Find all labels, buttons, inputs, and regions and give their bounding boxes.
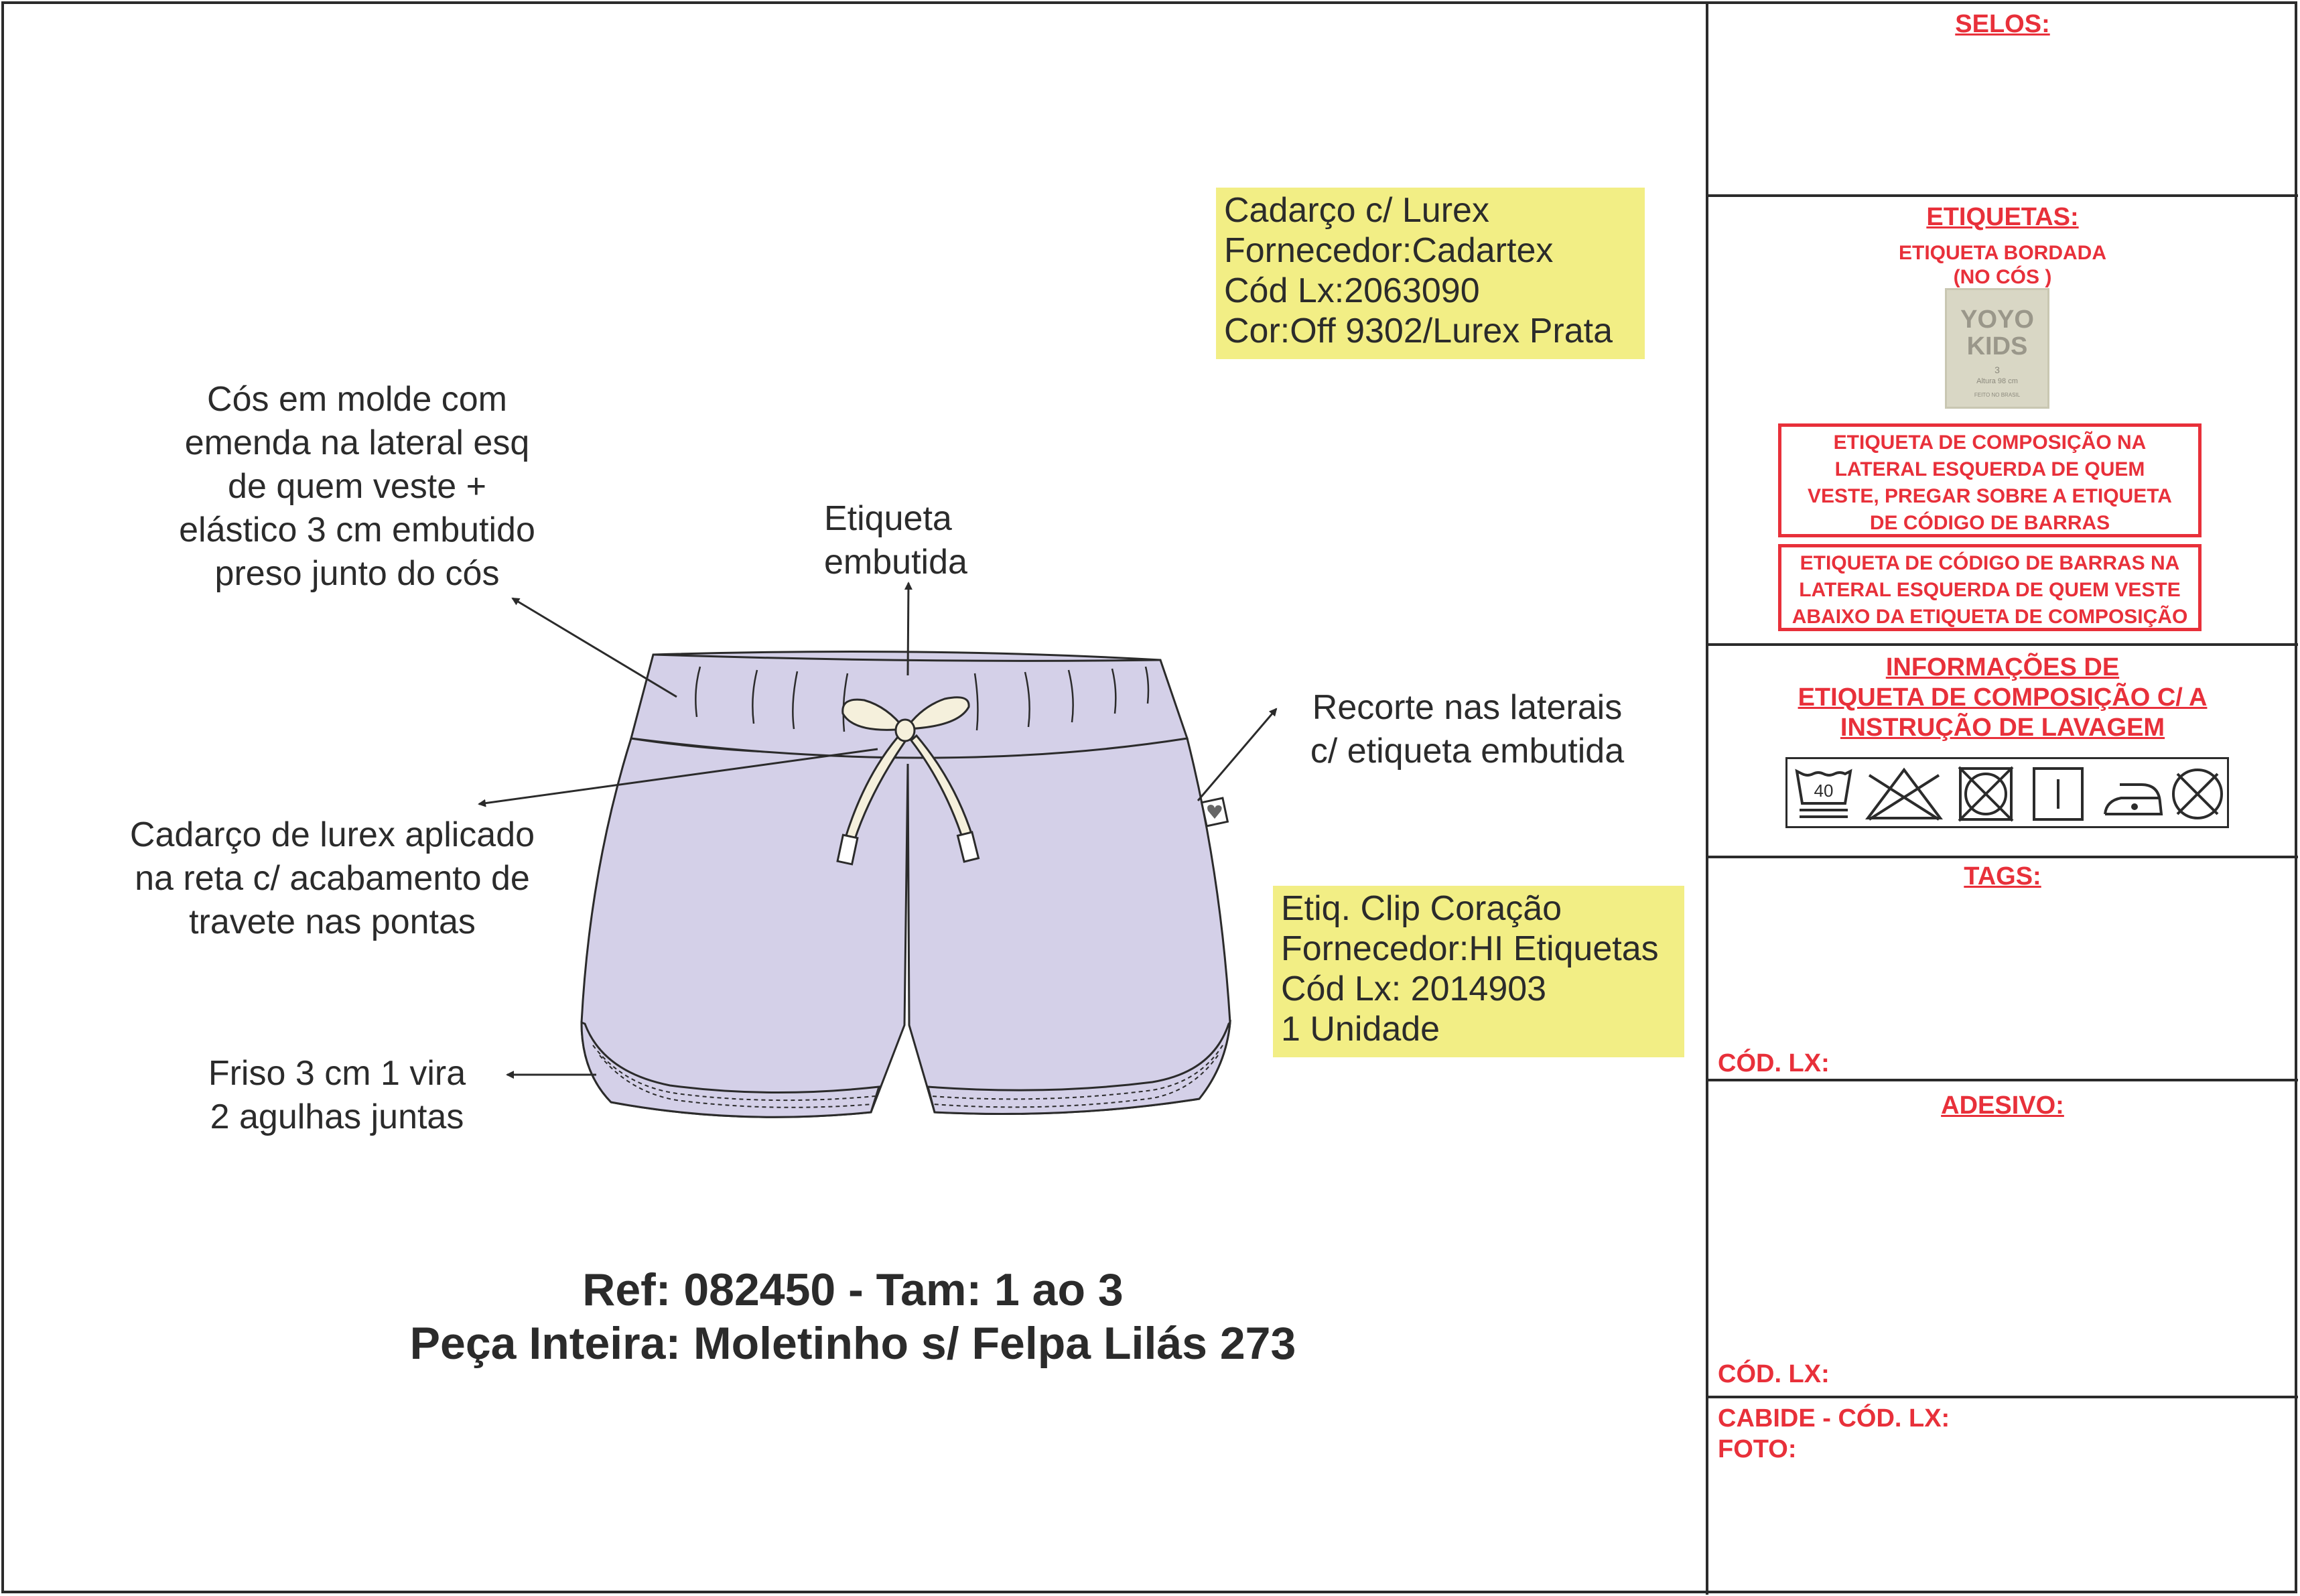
divider-etiquetas (1707, 643, 2298, 646)
cadarco-note-line: Cadarço de lurex aplicado (129, 815, 535, 854)
yoyo-kids-label-image (1945, 288, 2049, 409)
barras-line: LATERAL ESQUERDA DE QUEM VESTE (1799, 579, 2181, 601)
friso-note (180, 1052, 494, 1139)
heart-clip-tag (1202, 798, 1228, 826)
waistband (631, 652, 1187, 758)
composicao-line: DE CÓDIGO DE BARRAS (1869, 512, 2110, 534)
recorte-note-line: c/ etiqueta embutida (1310, 732, 1625, 771)
etiqueta-note-line: embutida (824, 543, 967, 582)
selos-title: SELOS: (1955, 10, 2050, 38)
cadarco-info-box (1216, 188, 1645, 359)
etiqueta-bordada-text (1708, 241, 2297, 289)
wash-temp-text: 40 (1814, 781, 1834, 801)
cos-note-line: emenda na lateral esq (184, 423, 530, 462)
cadarco-info-line: Cadarço c/ Lurex (1224, 191, 1489, 230)
no-cos-label: (NO CÓS ) (1953, 266, 2052, 288)
no-bleach-icon (1863, 764, 1946, 822)
label-height: Altura 98 cm (1976, 377, 2018, 385)
label-brand-line1: YOYO (1960, 306, 2034, 334)
composicao-line: ETIQUETA DE COMPOSIÇÃO NA (1833, 431, 2147, 454)
cos-note-line: preso junto do cós (214, 554, 500, 593)
no-tumble-dry-icon (1955, 764, 2017, 822)
cadarco-info-line: Fornecedor:Cadartex (1224, 231, 1554, 270)
cos-note-line: Cós em molde com (207, 380, 507, 419)
cadarco-info-line: Cód Lx:2063090 (1224, 271, 1480, 310)
no-dry-clean-icon (2167, 764, 2228, 822)
barras-instruction-box (1778, 544, 2202, 631)
cos-note-line: elástico 3 cm embutido (179, 511, 535, 549)
wash-40-icon (1793, 764, 1854, 822)
clip-info-line: Cód Lx: 2014903 (1281, 970, 1547, 1008)
adesivo-title: ADESIVO: (1941, 1091, 2064, 1120)
tags-cod-lx: CÓD. LX: (1718, 1049, 1830, 1077)
reference-line-1: Ref: 082450 - Tam: 1 ao 3 (582, 1264, 1124, 1315)
sidebar-divider (1706, 1, 1708, 1595)
etiquetas-title: ETIQUETAS: (1926, 203, 2079, 231)
cadarco-note-line: na reta c/ acabamento de (135, 859, 530, 898)
divider-selos (1707, 194, 2298, 197)
barras-line: ABAIXO DA ETIQUETA DE COMPOSIÇÃO (1791, 606, 2188, 628)
adesivo-cod-lx: CÓD. LX: (1718, 1360, 1830, 1388)
cabide-label: CABIDE - CÓD. LX: (1718, 1404, 1950, 1433)
recorte-note (1276, 686, 1658, 773)
composicao-instruction-box (1778, 423, 2202, 537)
care-symbols-box (1785, 757, 2229, 828)
tags-title: TAGS: (1964, 862, 2041, 890)
informacoes-line: ETIQUETA DE COMPOSIÇÃO C/ A (1798, 683, 2208, 712)
divider-informacoes (1707, 856, 2298, 858)
recorte-note-line: Recorte nas laterais (1312, 688, 1623, 727)
clip-info-line: 1 Unidade (1281, 1010, 1440, 1049)
informacoes-line: INSTRUÇÃO DE LAVAGEM (1840, 714, 2165, 742)
divider-adesivo (1707, 1396, 2298, 1398)
divider-tags (1707, 1079, 2298, 1081)
cabide-section (1718, 1403, 1950, 1465)
informacoes-line: INFORMAÇÕES DE (1885, 653, 2120, 681)
clip-info-box (1273, 886, 1684, 1057)
foto-label: FOTO: (1718, 1435, 1797, 1463)
etiqueta-embutida-note (824, 497, 1025, 584)
cos-note (139, 378, 575, 596)
informacoes-title (1708, 653, 2297, 743)
barras-line: ETIQUETA DE CÓDIGO DE BARRAS NA (1800, 552, 2180, 574)
cadarco-note-line: travete nas pontas (189, 903, 476, 941)
composicao-line: LATERAL ESQUERDA DE QUEM (1834, 458, 2145, 480)
label-size: 3 (1994, 364, 2000, 375)
friso-note-line: Friso 3 cm 1 vira (208, 1054, 466, 1093)
friso-note-line: 2 agulhas juntas (210, 1098, 464, 1136)
iron-low-icon (2101, 764, 2165, 822)
label-fine: FEITO NO BRASIL (1974, 392, 2021, 398)
clip-info-line: Fornecedor:HI Etiquetas (1281, 929, 1659, 968)
label-brand-line2: KIDS (1966, 332, 2028, 360)
reference-line-2: Peça Inteira: Moletinho s/ Felpa Lilás 273 (409, 1318, 1296, 1369)
cadarco-info-line: Cor:Off 9302/Lurex Prata (1224, 312, 1613, 350)
line-dry-icon (2027, 764, 2089, 822)
etiqueta-note-line: Etiqueta (824, 499, 952, 538)
clip-info-line: Etiq. Clip Coração (1281, 889, 1562, 928)
composicao-line: VESTE, PREGAR SOBRE A ETIQUETA (1808, 485, 2172, 507)
etiqueta-bordada-label: ETIQUETA BORDADA (1899, 242, 2106, 264)
cadarco-note (98, 813, 567, 944)
shorts-body (582, 738, 1230, 1117)
cos-note-line: de quem veste + (228, 467, 486, 506)
